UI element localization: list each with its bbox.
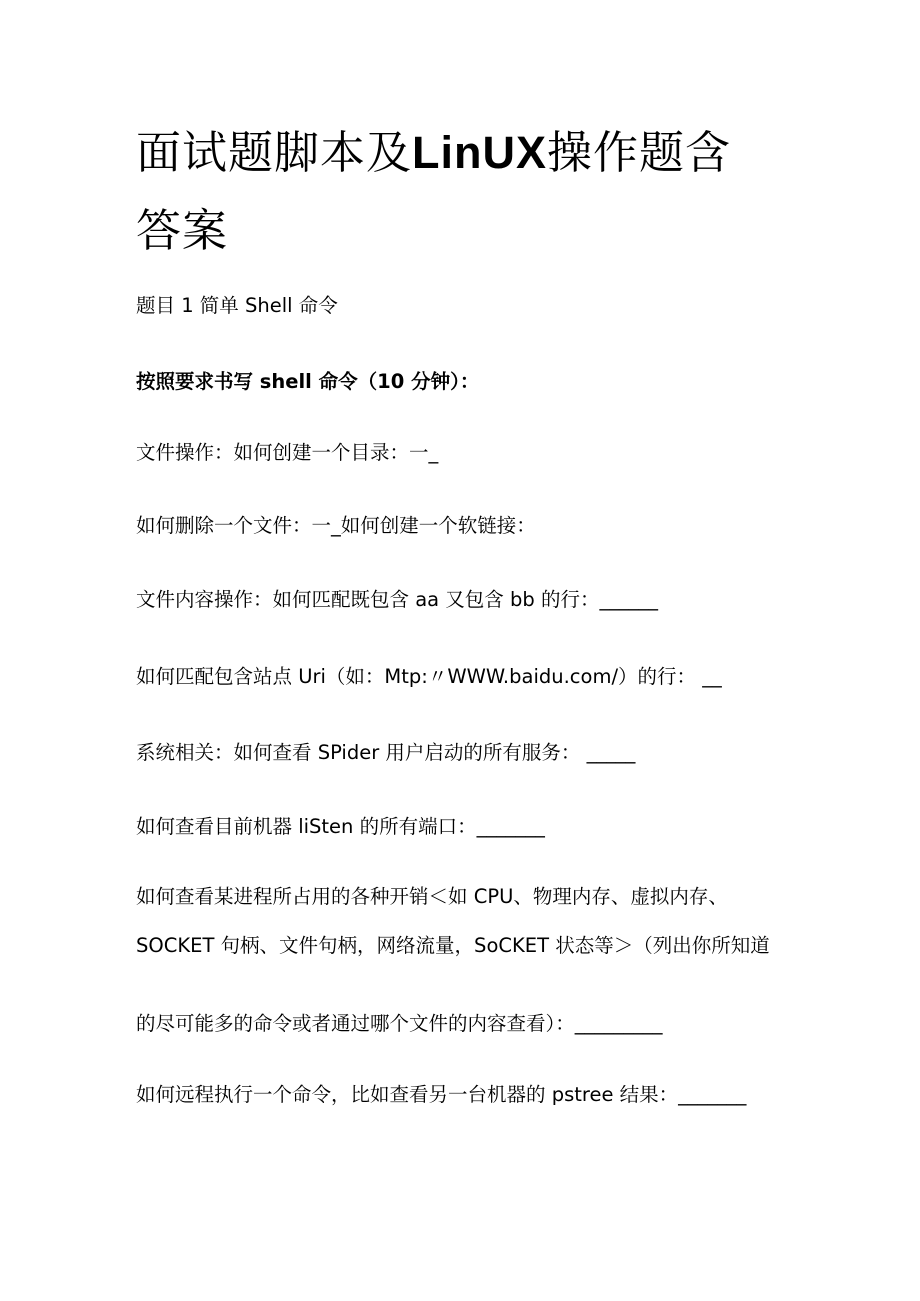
question-line: SOCKET 句柄、文件句柄，网络流量，SoCKET 状态等＞（列出你所知道 [136, 934, 770, 957]
question-line: 如何查看某进程所占用的各种开销＜如 CPU、物理内存、虚拟内存、 [136, 885, 728, 908]
question-line: 的尽可能多的命令或者通过哪个文件的内容查看）：_________ [136, 1012, 663, 1035]
document-title [136, 114, 776, 270]
title-bold-word: LinUX [412, 127, 548, 178]
question-line: 文件操作：如何创建一个目录：一_ [136, 441, 439, 464]
question-line: 系统相关：如何查看 SPider 用户启动的所有服务： _____ [136, 741, 636, 764]
question-line: 文件内容操作：如何匹配既包含 aa 又包含 bb 的行：______ [136, 588, 658, 611]
question-line: 如何查看目前机器 liSten 的所有端口：_______ [136, 815, 545, 838]
section-heading: 题目 1 简单 Shell 命令 [136, 294, 338, 317]
question-line: 如何远程执行一个命令，比如查看另一台机器的 pstree 结果：_______ [136, 1083, 747, 1106]
instruction-line: 按照要求书写 shell 命令（10 分钟）： [136, 370, 480, 393]
title-part-2: 操作题含答案 [136, 126, 732, 257]
title-part-1: 面试题脚本及 [136, 126, 413, 179]
question-line: 如何匹配包含站点 Uri（如：Mtp:〃WWW.baidu.com/）的行： __ [136, 665, 722, 688]
question-line: 如何删除一个文件：一_如何创建一个软链接： [136, 514, 536, 537]
